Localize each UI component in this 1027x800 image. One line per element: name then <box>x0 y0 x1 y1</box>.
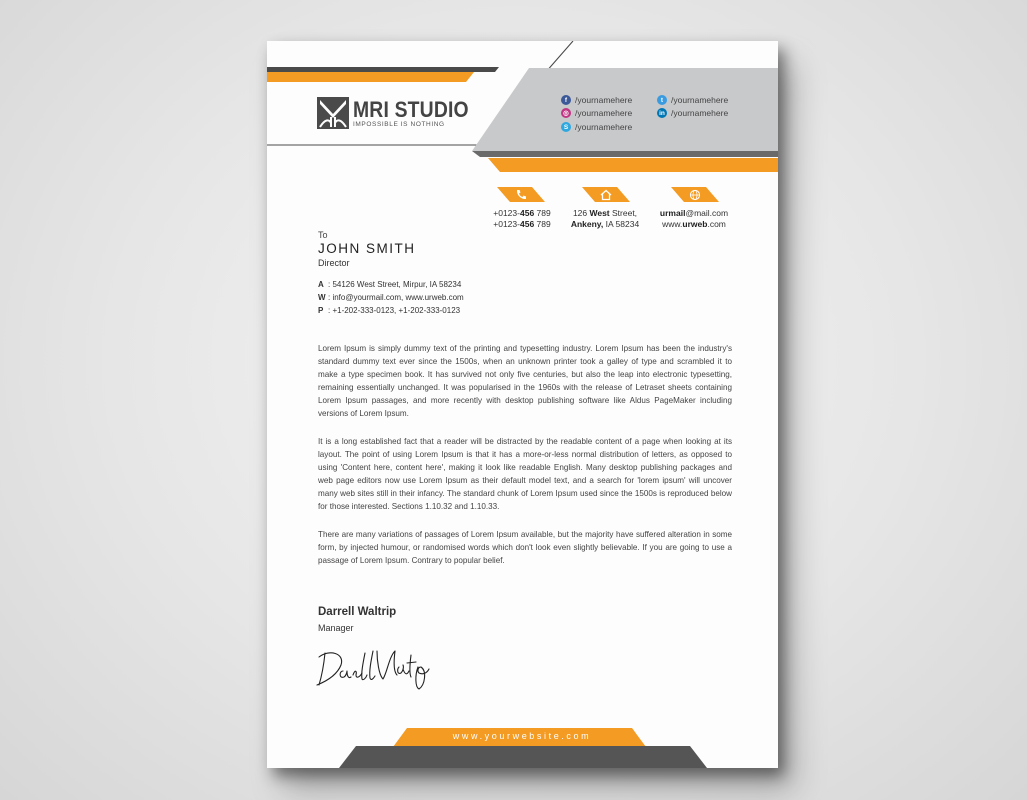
social-twitter[interactable] <box>657 95 728 105</box>
social-handle: /yournamehere <box>575 108 633 118</box>
phone-label: P <box>318 306 324 315</box>
contact-phone: +0123-456 789 +0123-456 789 <box>493 208 551 229</box>
mri-studio-logo-mark <box>317 97 349 129</box>
social-handle: /yournamehere <box>575 95 633 105</box>
recipient-name: JOHN SMITH <box>318 241 416 256</box>
header-dark-bar <box>267 67 499 72</box>
facebook-icon: f <box>561 95 571 105</box>
letterhead-page <box>267 41 778 768</box>
social-linkedin[interactable] <box>657 108 728 118</box>
signer-title: Manager <box>318 623 354 633</box>
globe-icon <box>689 189 701 201</box>
footer-dark-bar <box>339 746 707 768</box>
recipient-phone: P : +1-202-333-0123, +1-202-333-0123 <box>318 306 461 315</box>
contact-address: 126 West Street, Ankeny, IA 58234 <box>570 208 640 229</box>
skype-icon: S <box>561 122 571 132</box>
address-label: A <box>318 280 324 289</box>
web-label: W <box>318 293 326 302</box>
header-orange-bar-right <box>488 158 778 172</box>
brand-name: MRI STUDIO <box>353 97 469 122</box>
social-skype[interactable] <box>561 122 632 132</box>
recipient-title: Director <box>318 258 350 268</box>
brand-tagline: IMPOSSIBLE IS NOTHING <box>353 121 445 128</box>
social-facebook[interactable] <box>561 95 632 105</box>
header-gray-shadow <box>472 151 778 157</box>
recipient-web: W : info@yourmail.com, www.urweb.com <box>318 293 464 302</box>
handwritten-signature <box>315 645 430 693</box>
social-instagram[interactable] <box>561 108 632 118</box>
body-paragraph-1: Lorem Ipsum is simply dummy text of the printing and typesetting industry. Lorem Ipsum has been the industry's standard dummy text ever since the 1500s, when an unknown printer took a galley of type and scrambled it to make a type specimen book. It has survived not only five centuries, but also the leap into electronic typesetting, remaining essentially unchanged. It was popularised in the 1960s with the release of Letraset sheets containing Lorem Ipsum passages, and more recently with desktop publishing software like Aldus PageMaker including versions of Lorem Ipsum. <box>318 344 732 418</box>
contact-web: urmail@mail.com www.urweb.com <box>659 208 729 229</box>
twitter-icon: t <box>657 95 667 105</box>
linkedin-icon: in <box>657 108 667 118</box>
home-icon <box>600 189 612 201</box>
social-handle: /yournamehere <box>671 108 729 118</box>
social-handle: /yournamehere <box>575 122 633 132</box>
footer-website[interactable]: www.yourwebsite.com <box>452 731 592 741</box>
body-paragraph-2: It is a long established fact that a reader will be distracted by the readable content of a page when looking at its layout. The point of using Lorem Ipsum is that it has a more-or-less normal distribution of letters, as opposed to using 'Content here, content here', making it look like readable English. Many desktop publishing packages and web page editors now use Lorem Ipsum as their default model text, and a search for 'lorem ipsum' will uncover many web sites still in their infancy. The standard chunk of Lorem Ipsum used since the 1500s is reproduced below for those interested. Sections 1.10.32 and 1.10.33. <box>318 437 732 511</box>
phone-icon <box>515 189 527 201</box>
social-handle: /yournamehere <box>671 95 729 105</box>
body-paragraph-3: There are many variations of passages of Lorem Ipsum available, but the majority have suffered alteration in some form, by injected humour, or randomised words which don't look even slightly believable. If you are going to use a passage of Lorem Ipsum. Contrary to popular belief. <box>318 530 732 565</box>
instagram-icon: ◎ <box>561 108 571 118</box>
recipient-address: A : 54126 West Street, Mirpur, IA 58234 <box>318 280 462 289</box>
to-label: To <box>318 230 328 240</box>
signer-name: Darrell Waltrip <box>318 606 397 618</box>
header-orange-bar <box>267 72 474 82</box>
